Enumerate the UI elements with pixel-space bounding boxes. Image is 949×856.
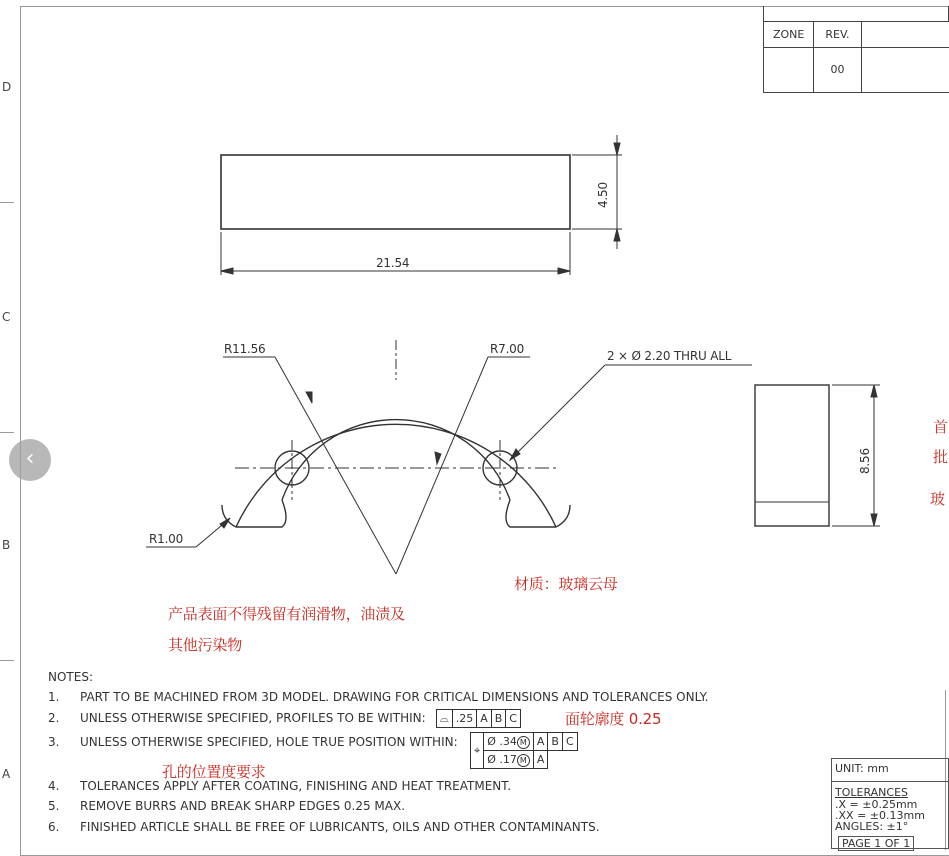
- arrowhead: [435, 452, 441, 464]
- arrowhead: [614, 143, 620, 155]
- hole-leader: [512, 365, 605, 458]
- dim-top-width: 21.54: [376, 256, 410, 270]
- note-text: UNLESS OTHERWISE SPECIFIED, HOLE TRUE POSITION WITHIN:: [80, 735, 458, 749]
- dim-outer-radius: R11.56: [224, 342, 266, 356]
- arrowhead: [220, 518, 230, 528]
- note-4: [48, 779, 511, 793]
- unit-label: UNIT: mm: [835, 762, 889, 775]
- rev-value: 00: [814, 47, 861, 92]
- diameter-symbol: Ø: [487, 752, 496, 766]
- rev-header: REV.: [814, 21, 861, 47]
- top-view-outline: [221, 155, 570, 229]
- dim-inner-radius: R7.00: [490, 342, 525, 356]
- profile-note-cn: 面轮廓度 0.25: [565, 710, 662, 728]
- tolerance-angles: ANGLES: ±1°: [835, 820, 909, 833]
- outer-arc: [236, 424, 556, 527]
- material-note: 材质：玻璃云母: [514, 575, 618, 593]
- arrowhead: [871, 385, 877, 397]
- previous-page-button[interactable]: [9, 439, 51, 481]
- zone-letter-d: D: [2, 80, 12, 94]
- chevron-left-icon: ‹: [25, 446, 35, 471]
- dim-top-height: 4.50: [596, 182, 610, 208]
- datum-b: B: [491, 710, 506, 728]
- zone-header: ZONE: [764, 21, 814, 47]
- page-indicator: PAGE 1 OF 1: [838, 836, 914, 851]
- corner-fillet: [556, 505, 570, 527]
- zone-letter-b: B: [2, 538, 11, 552]
- notes-title: NOTES:: [48, 670, 93, 684]
- dim-hole-callout: 2 × Ø 2.20 THRU ALL: [607, 349, 732, 363]
- tolerance-xx: .XX = ±0.13mm: [835, 809, 925, 822]
- radius-leader: [275, 357, 396, 574]
- note-number: 1.: [48, 690, 60, 704]
- note-number: 6.: [48, 820, 60, 834]
- datum-b: B: [548, 733, 563, 751]
- profile-symbol-icon: ⌓: [437, 710, 453, 728]
- note-text: UNLESS OTHERWISE SPECIFIED, PROFILES TO BE WITHIN:: [80, 711, 426, 725]
- position-control-frame: [470, 732, 578, 769]
- surface-note-line2: 其他污染物: [168, 636, 243, 654]
- mmc-modifier-icon: M: [517, 754, 530, 767]
- note-number: 5.: [48, 799, 60, 813]
- note-number: 4.: [48, 779, 60, 793]
- arrowhead: [871, 514, 877, 526]
- note-number: 2.: [48, 711, 60, 725]
- profile-tolerance: .25: [452, 710, 477, 728]
- tolerance-x: .X = ±0.25mm: [835, 798, 918, 811]
- dim-side-height: 8.56: [858, 448, 872, 474]
- diameter-symbol: Ø: [487, 734, 496, 748]
- profile-control-frame: [436, 709, 521, 728]
- arrowhead: [221, 268, 233, 274]
- datum-c: C: [562, 733, 577, 751]
- note-6: [48, 820, 600, 834]
- note-3: [48, 735, 458, 749]
- note-5: [48, 799, 405, 813]
- zone-letter-a: A: [2, 767, 11, 781]
- radius-leader: [396, 357, 488, 574]
- zone-letter-c: C: [2, 310, 11, 324]
- side-view-outline: [755, 385, 829, 526]
- right-edge-note-2: 批: [933, 448, 948, 466]
- title-block: [831, 758, 949, 849]
- note-text: TOLERANCES APPLY AFTER COATING, FINISHING AND HEAT TREATMENT.: [80, 779, 512, 793]
- note-text: REMOVE BURRS AND BREAK SHARP EDGES 0.25 MAX.: [80, 799, 406, 813]
- position-note-cn: 孔的位置度要求: [162, 763, 266, 781]
- dim-corner-radius: R1.00: [149, 532, 184, 546]
- position-tolerance: .17: [499, 752, 517, 766]
- datum-c: C: [506, 710, 521, 728]
- datum-a: A: [533, 733, 548, 751]
- arrowhead: [510, 449, 520, 460]
- position-tolerance: .34: [499, 734, 517, 748]
- right-edge-note-3: 玻: [930, 490, 945, 508]
- note-2: [48, 711, 426, 725]
- tolerances-title: TOLERANCES: [835, 786, 909, 799]
- position-symbol-icon: ⌖: [471, 733, 484, 769]
- datum-a: A: [533, 751, 548, 769]
- arrowhead: [306, 392, 312, 403]
- note-1: [48, 690, 708, 704]
- arrowhead: [558, 268, 570, 274]
- arrowhead: [614, 229, 620, 241]
- mmc-modifier-icon: M: [517, 736, 530, 749]
- note-number: 3.: [48, 735, 60, 749]
- note-text: FINISHED ARTICLE SHALL BE FREE OF LUBRICANTS, OILS AND OTHER CONTAMINANTS.: [80, 820, 600, 834]
- surface-note-line1: 产品表面不得残留有润滑物，油渍及: [168, 605, 405, 623]
- datum-a: A: [477, 710, 492, 728]
- right-edge-note-1: 首: [933, 418, 948, 436]
- note-text: PART TO BE MACHINED FROM 3D MODEL. DRAWING FOR CRITICAL DIMENSIONS AND TOLERANCES ONLY.: [80, 690, 709, 704]
